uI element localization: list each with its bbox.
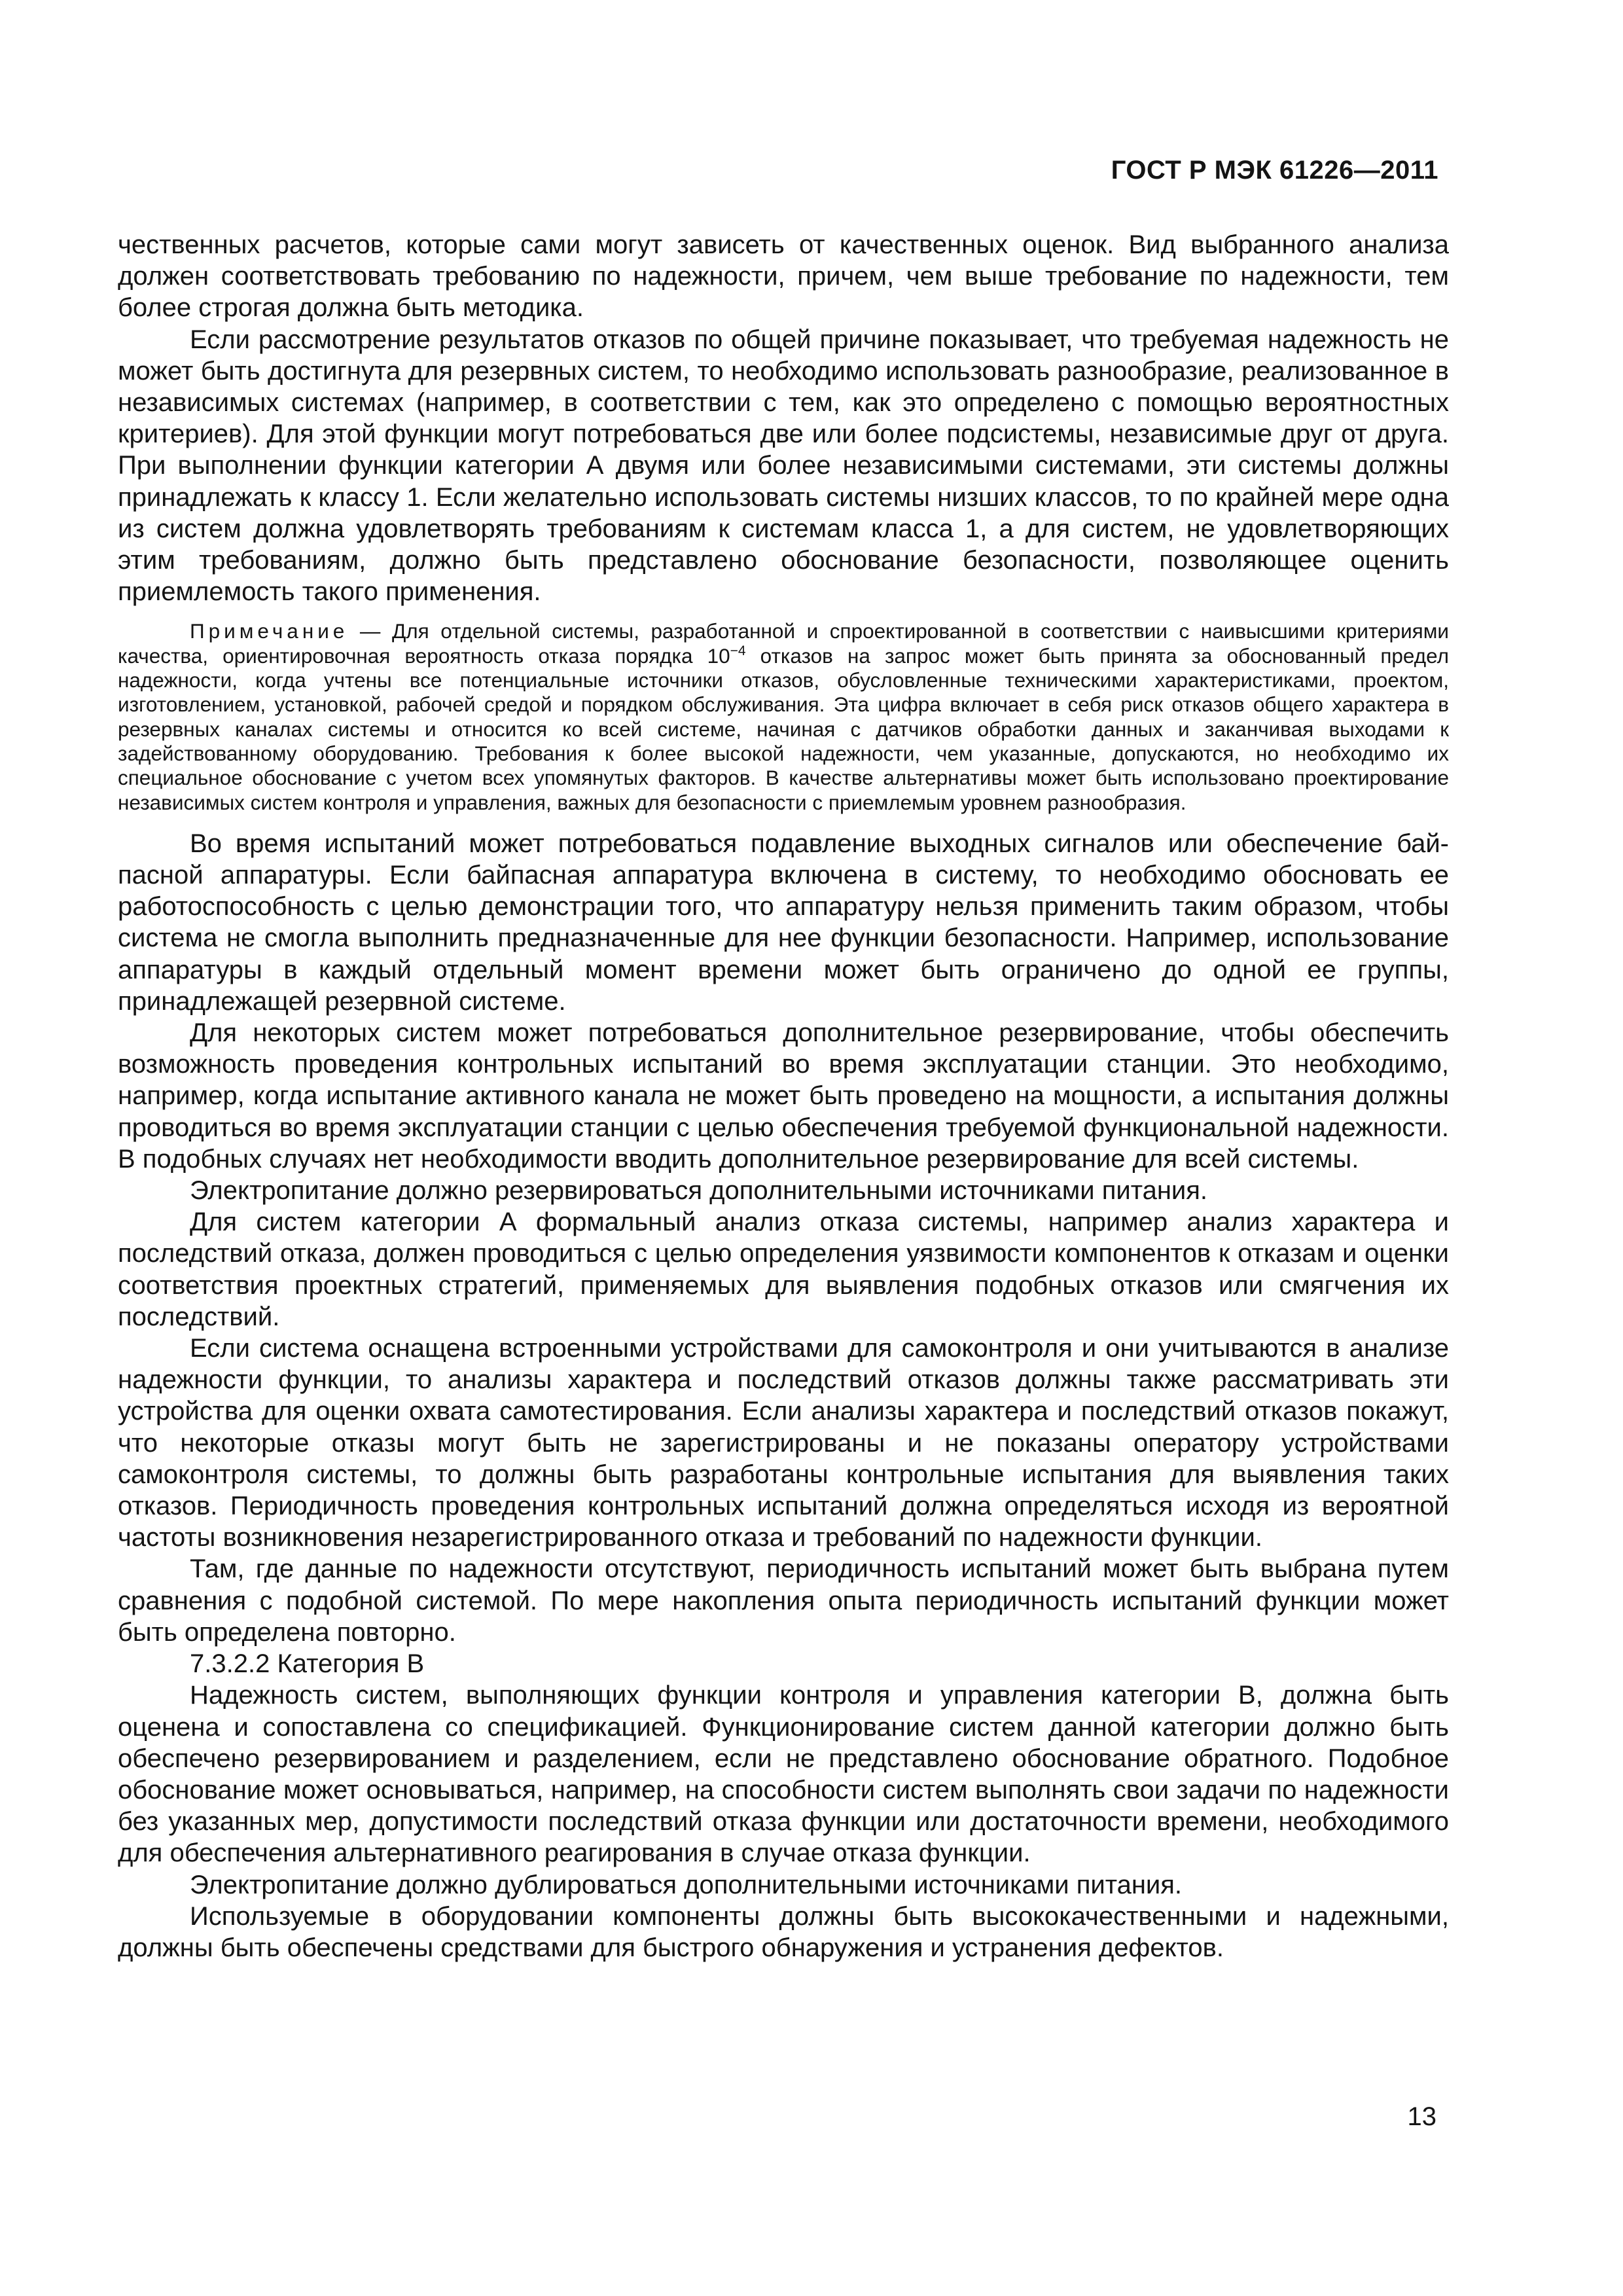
note-exponent: −4 (730, 643, 746, 658)
standard-header: ГОСТ Р МЭК 61226—2011 (1111, 156, 1438, 185)
paragraph-extra-redundancy: Для некоторых систем может потребоваться дополнительное резервирование, чтобы обеспечить возможность проведения контрольных испытаний во время эксплуатации станции. Это необходимо, например, когда испытание активного канала не может быть проведено на мощности, а испытания должны проводиться во время эксплуатации станции с целью обеспечения требуемой функциональной надежности. В подобных случаях нет необходимости вводить дополнительное резервирование для всей системы. (118, 1018, 1449, 1174)
paragraph-testing-bypass: Во время испытаний может потребоваться подавление выходных сигналов или обеспечение байпасной аппаратуры. Если байпасная аппаратура включена в систему, то необходимо обосновать ее работоспособность с целью демонстрации того, что аппаратуру нельзя применить таким образом, чтобы система не смогла выполнить предназначенные для нее функции безопасности. Например, использование аппаратуры в каждый отдельный момент времени может быть ограничено до одной ее группы, принадлежащей резервной системе. (118, 829, 1449, 1016)
note-block (118, 619, 1449, 814)
paragraph-continuation: чественных расчетов, которые сами могут зависеть от качественных оценок. Вид выбранного анализа должен соответствовать требованию по надежности, причем, чем выше требование по надежности, тем более строгая должна быть методика. (118, 230, 1449, 323)
note-text-part1: — Для отдельной системы, разработанной и спроектированной в соответствии с наивысшими критериями качества, ориентировочная вероятность отказа порядка 10 (118, 619, 1449, 668)
paragraph-power-redundancy: Электропитание должно резервироваться дополнительными источниками питания. (190, 1176, 1208, 1206)
paragraph-test-periodicity: Там, где данные по надежности отсутствуют, периодичность испытаний может быть выбрана путем сравнения с подобной системой. По мере накопления опыта периодичность испытаний функции может быть определена повторно. (118, 1554, 1449, 1647)
section-heading: 7.3.2.2 Категория В (190, 1649, 425, 1679)
paragraph-failure-analysis: Для систем категории А формальный анализ отказа системы, например анализ характера и последствий отказа, должен проводиться с целью определения уязвимости компонентов к отказам и оценки соответствия проектных стратегий, применяемых для выявления подобных отказов или смягчения их последствий. (118, 1208, 1449, 1331)
paragraph-common-cause: Если рассмотрение результатов отказов по общей причине показывает, что требуемая надежность не может быть достигнута для резервных систем, то необходимо использовать разнообразие, реализованное в независимых системах (например, в соответствии с тем, как это определено с помощью вероятностных критериев). Для этой функции могут потребоваться две или более подсистемы, независимые друг от друга. При выполнении функции категории А двумя или более независимыми системами, эти системы должны принадлежать к классу 1. Если желательно использовать системы низших классов, то по крайней мере одна из систем должна удовлетворять требованиям к системам класса 1, а для систем, не удовлетворяющих этим требованиям, должно быть представлено обоснование безопасности, позволяющее оценить приемлемость такого применения. (118, 325, 1449, 607)
paragraph-power-duplication: Электропитание должно дублироваться дополнительными источниками питания. (190, 1870, 1183, 1899)
paragraph-self-monitoring: Если система оснащена встроенными устройствами для самоконтроля и они учитываются в анализе надежности функции, то анализы характера и последствий отказов должны также рассматривать эти устройства для оценки охвата самотестирования. Если анализы характера и последствий отказов покажут, что некоторые отказы могут быть не зарегистрированы и не показаны оператору устройствами самоконтроля системы, то должны быть разработаны контрольные испытания для выявления таких отказов. Периодичность проведения контрольных испытаний должна определяться исходя из вероятной частоты возникновения незарегистрированного отказа и требований по надежности функции. (118, 1334, 1449, 1552)
paragraph-category-b: Надежность систем, выполняющих функции контроля и управления категории В, должна быть оценена и сопоставлена со спецификацией. Функционирование систем данной категории должно быть обеспечено резервированием и разделением, если не представлено обоснование обратного. Подобное обоснование может основываться, например, на способности систем выполнять свои задачи по надежности без указанных мер, допустимости последствий отказа функции или достаточности времени, необходимого для обеспечения альтернативного реагирования в случае отказа функции. (118, 1681, 1449, 1868)
page-number: 13 (1407, 2102, 1436, 2131)
paragraph-components: Используемые в оборудовании компоненты должны быть высококачественными и надежными, должны быть обеспечены средствами для быстрого обнаружения и устранения дефектов. (118, 1901, 1449, 1962)
note-label: Примечание (190, 619, 349, 643)
note-text-part2: отказов на запрос может быть принята за обоснованный предел надежности, когда учтены все потенциальные источники отказов, обусловленные техническими характеристиками, проектом, изготовлением, установкой, рабочей средой и порядком обслуживания. Эта цифра включает в себя риск отказов общего характера в резервных каналах системы и относится ко всей системе, начиная с датчиков обработки данных и заканчивая выходами к задействованному оборудованию. Требования к более высокой надежности, чем указанные, допускаются, но необходимо их специальное обоснование с учетом всех упомянутых факторов. В качестве альтернативы может быть использовано проектирование независимых систем контроля и управления, важных для безопасности с приемлемым уровнем разнообразия. (118, 643, 1449, 814)
body-text (118, 229, 1449, 1964)
